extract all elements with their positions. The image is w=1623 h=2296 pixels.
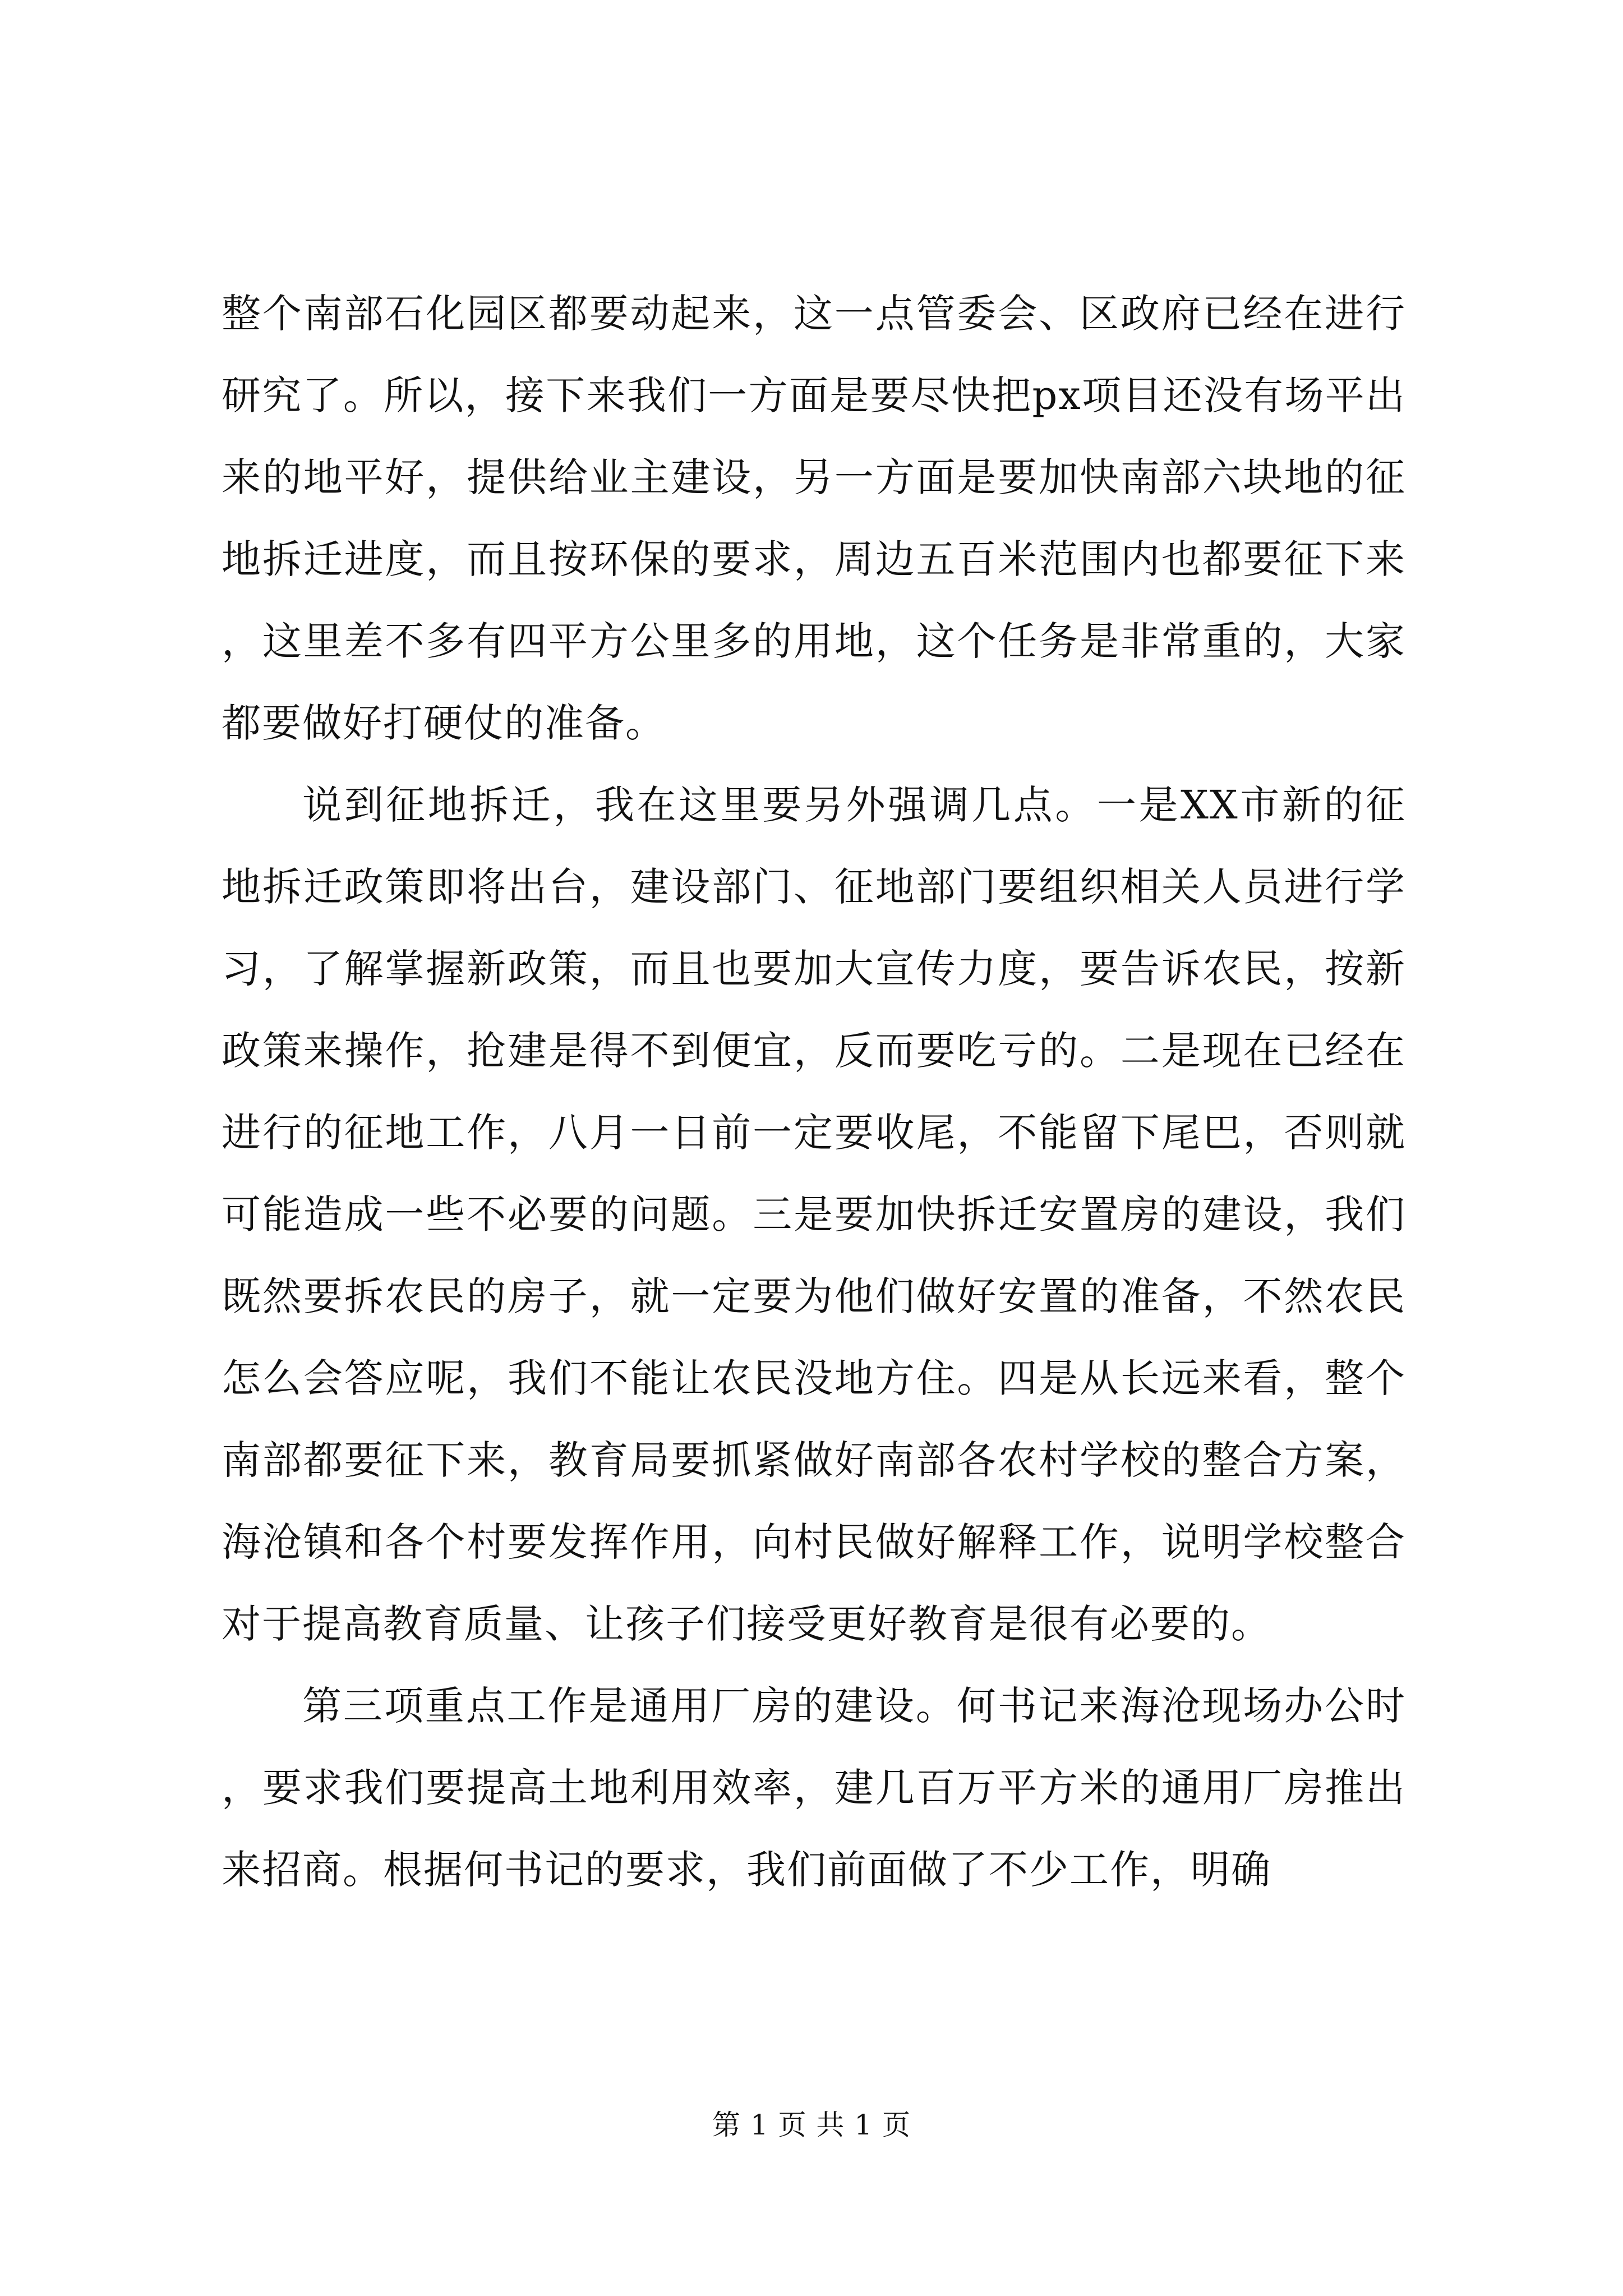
paragraph-land-acquisition: 说到征地拆迁，我在这里要另外强调几点。一是XX市新的征地拆迁政策即将出台，建设部门、征地部门要组织相关人员进行学习，了解掌握新政策，而且也要加大宣传力度，要告诉农民，按新政策来操作，抢建是得不到便宜，反而要吃亏的。二是现在已经在进行的征地工作，八月一日前一定要收尾，不能留下尾巴，否则就可能造成一些不必要的问题。三是要加快拆迁安置房的建设，我们既然要拆农民的房子，就一定要为他们做好安置的准备，不然农民怎么会答应呢，我们不能让农民没地方住。四是从长远来看，整个南部都要征下来，教育局要抓紧做好南部各农村学校的整合方案，海沧镇和各个村要发挥作用，向村民做好解释工作，说明学校整合对于提高教育质量、让孩子们接受更好教育是很有必要的。	[222, 782, 1406, 1647]
paragraph-continued: 整个南部石化园区都要动起来，这一点管委会、区政府已经在进行研究了。所以，接下来我们一方面是要尽快把px项目还没有场平出来的地平好，提供给业主建设，另一方面是要加快南部六块地的征地拆迁进度，而且按环保的要求，周边五百米范围内也都要征下来，这里差不多有四平方公里多的用地，这个任务是非常重的，大家都要做好打硬仗的准备。	[222, 291, 1406, 746]
page-footer: 第 1 页 共 1 页	[712, 2109, 911, 2141]
paragraph-factory-construction: 第三项重点工作是通用厂房的建设。何书记来海沧现场办公时，要求我们要提高土地利用效率，建几百万平方米的通用厂房推出来招商。根据何书记的要求，我们前面做了不少工作，明确	[222, 1683, 1406, 1893]
document-body	[222, 273, 1406, 1911]
